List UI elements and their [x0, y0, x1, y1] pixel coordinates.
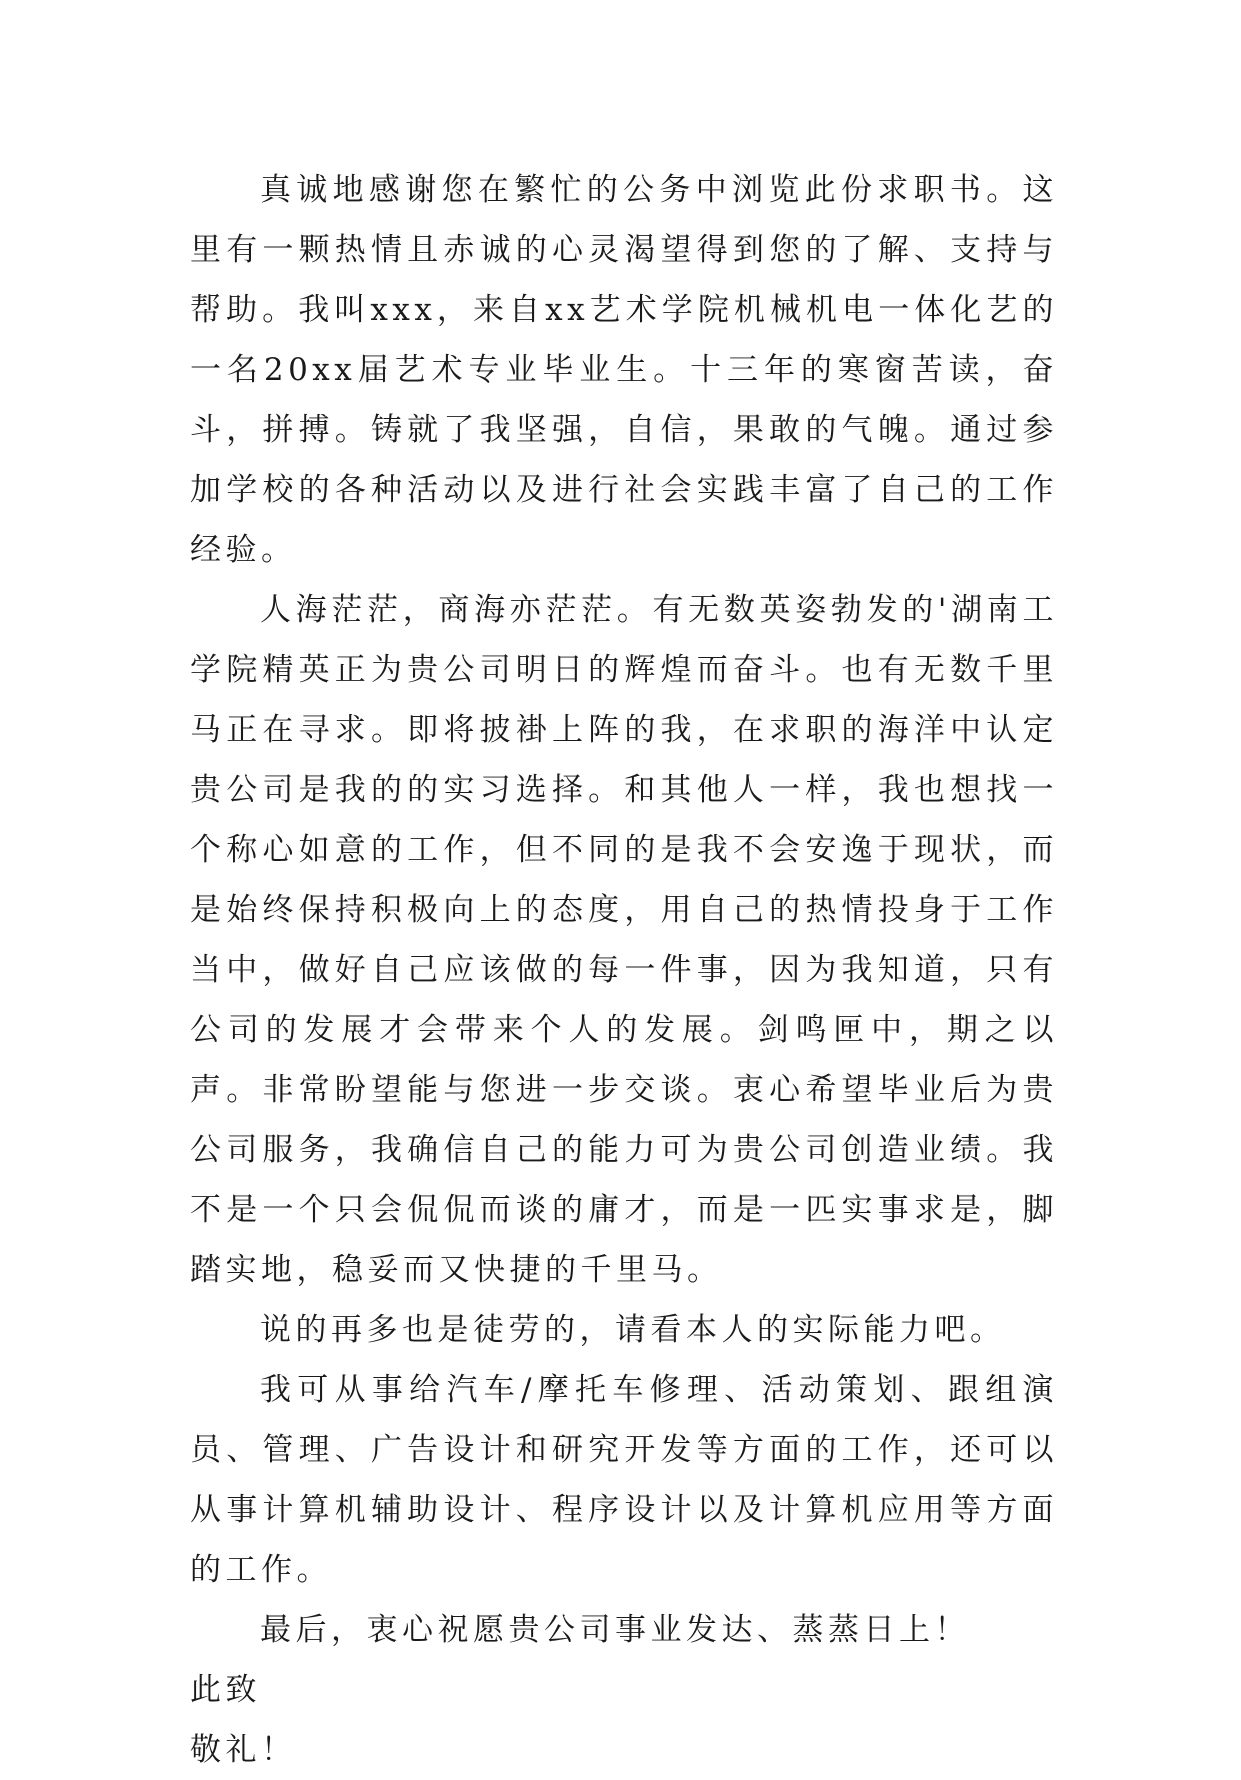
- paragraph-work-areas: 我可从事给汽车/摩托车修理、活动策划、跟组演员、管理、广告设计和研究开发等方面的工作，还可以从事计算机辅助设计、程序设计以及计算机应用等方面的工作。: [190, 1372, 1058, 1588]
- paragraph-ability: 说的再多也是徒劳的，请看本人的实际能力吧。: [260, 1312, 1006, 1348]
- paragraph-intro: 真诚地感谢您在繁忙的公务中浏览此份求职书。这里有一颗热情且赤诚的心灵渴望得到您的了解、支持与帮助。我叫xxx，来自xx艺术学院机械机电一体化艺的一名20xx届艺术专业毕业生。十三年的寒窗苦读，奋斗，拼搏。铸就了我坚强，自信，果敢的气魄。通过参加学校的各种活动以及进行社会实践丰富了自己的工作经验。: [190, 172, 1058, 568]
- letter-body: [190, 160, 1058, 1780]
- paragraph-motivation: 人海茫茫，商海亦茫茫。有无数英姿勃发的'湖南工学院精英正为贵公司明日的辉煌而奋斗。也有无数千里马正在寻求。即将披褂上阵的我，在求职的海洋中认定贵公司是我的的实习选择。和其他人一样，我也想找一个称心如意的工作，但不同的是我不会安逸于现状，而是始终保持积极向上的态度，用自己的热情投身于工作当中，做好自己应该做的每一件事，因为我知道，只有公司的发展才会带来个人的发展。剑鸣匣中，期之以声。非常盼望能与您进一步交谈。衷心希望毕业后为贵公司服务，我确信自己的能力可为贵公司创造业绩。我不是一个只会侃侃而谈的庸才，而是一匹实事求是，脚踏实地，稳妥而又快捷的千里马。: [190, 592, 1058, 1288]
- paragraph-wishes: 最后，衷心祝愿贵公司事业发达、蒸蒸日上！: [260, 1612, 970, 1648]
- closing-line: 此致: [190, 1672, 261, 1708]
- salutation-line: 敬礼！: [190, 1732, 297, 1768]
